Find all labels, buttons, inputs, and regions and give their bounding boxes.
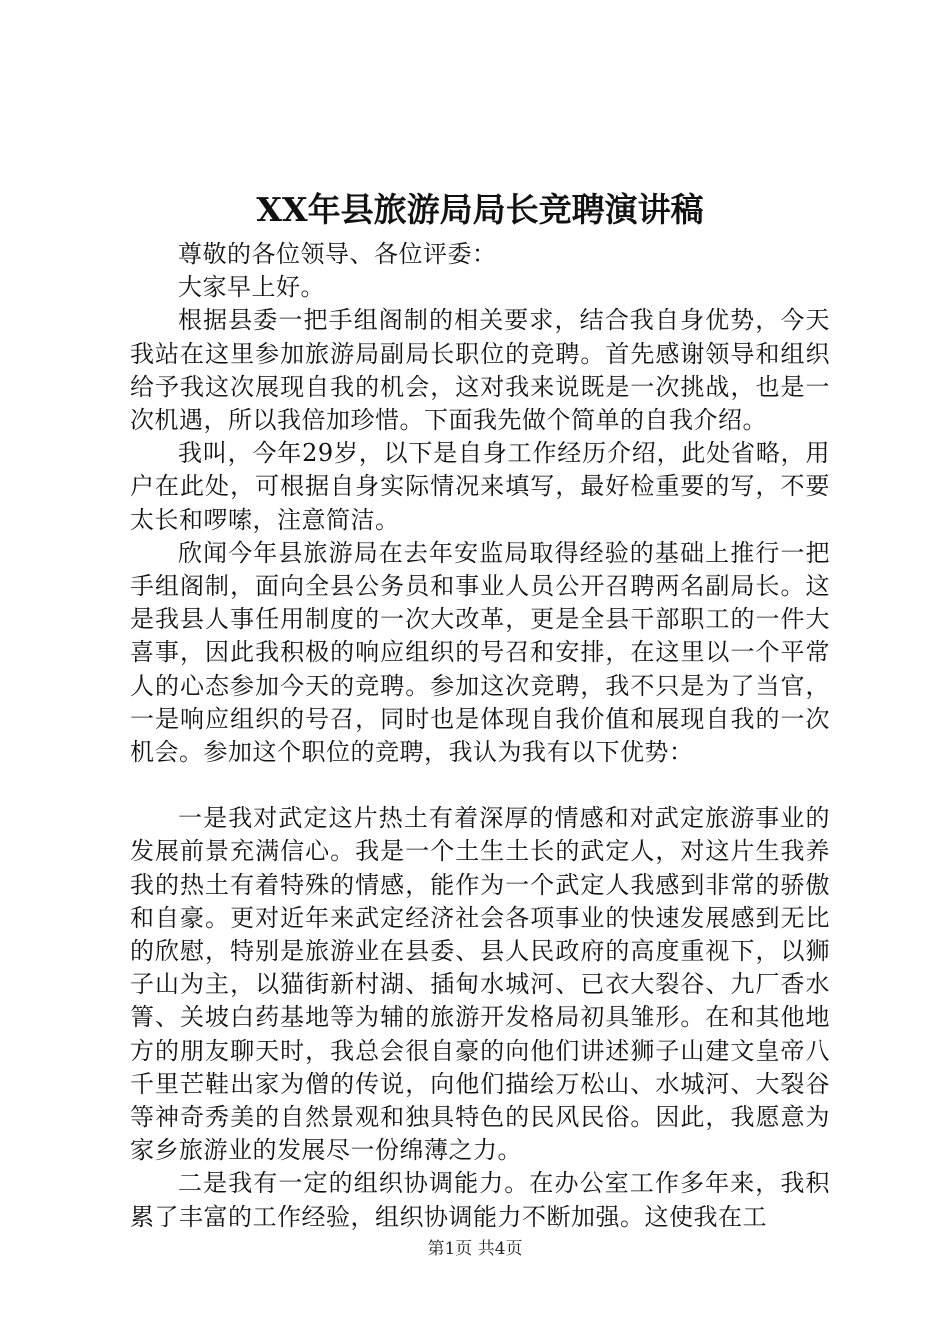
paragraph-self-intro: 我叫，今年29岁，以下是自身工作经历介绍，此处省略，用户在此处，可根据自身实际情况来填写，最好检重要的写，不要太长和啰嗦，注意简洁。 xyxy=(130,439,830,534)
salutation: 尊敬的各位领导、各位评委： xyxy=(178,240,497,268)
paragraph-advantage-two: 二是我有一定的组织协调能力。在办公室工作多年来，我积累了丰富的工作经验，组织协调能力不断加强。这使我在工 xyxy=(130,1169,830,1231)
document-title: XX年县旅游局局长竞聘演讲稿 xyxy=(256,190,704,229)
greeting: 大家早上好。 xyxy=(178,273,325,302)
paragraph-advantage-one: 一是我对武定这片热土有着深厚的情感和对武定旅游事业的发展前景充满信心。我是一个土生土长的武定人，对这片生我养我的热土有着特殊的情感，能作为一个武定人我感到非常的骄傲和自豪。更对近年来武定经济社会各项事业的快速发展感到无比的欣慰，特别是旅游业在县委、县人民政府的高度重视下，以狮子山为主，以猫街新村湖、插甸水城河、已衣大裂谷、九厂香水箐、关坡白药基地等为辅的旅游开发格局初具雏形。在和其他地方的朋友聊天时，我总会很自豪的向他们讲述狮子山建文皇帝八千里芒鞋出家为僧的传说，向他们描绘万松山、水城河、大裂谷等神奇秀美的自然景观和独具特色的民风民俗。因此，我愿意为家乡旅游业的发展尽一份绵薄之力。 xyxy=(130,804,830,1165)
paragraph-gap xyxy=(130,769,830,802)
paragraph-motivation: 欣闻今年县旅游局在去年安监局取得经验的基础上推行一把手组阁制，面向全县公务员和事业人员公开召聘两名副局长。这是我县人事任用制度的一次大改革，更是全县干部职工的一件大喜事，因此我积极的响应组织的号召和安排，在这里以一个平常人的心态参加今天的竞聘。参加这次竞聘，我不只是为了当官，一是响应组织的号召，同时也是体现自我价值和展现自我的一次机会。参加这个职位的竞聘，我认为我有以下优势： xyxy=(130,538,830,767)
page-number-footer: 第1页 共4页 xyxy=(427,1239,523,1259)
paragraph-intro: 根据县委一把手组阁制的相关要求，结合我自身优势，今天我站在这里参加旅游局副局长职位的竞聘。首先感谢领导和组织给予我这次展现自我的机会，这对我来说既是一次挑战，也是一次机遇，所以我倍加珍惜。下面我先做个简单的自我介绍。 xyxy=(130,306,830,435)
document-body xyxy=(130,238,830,1234)
